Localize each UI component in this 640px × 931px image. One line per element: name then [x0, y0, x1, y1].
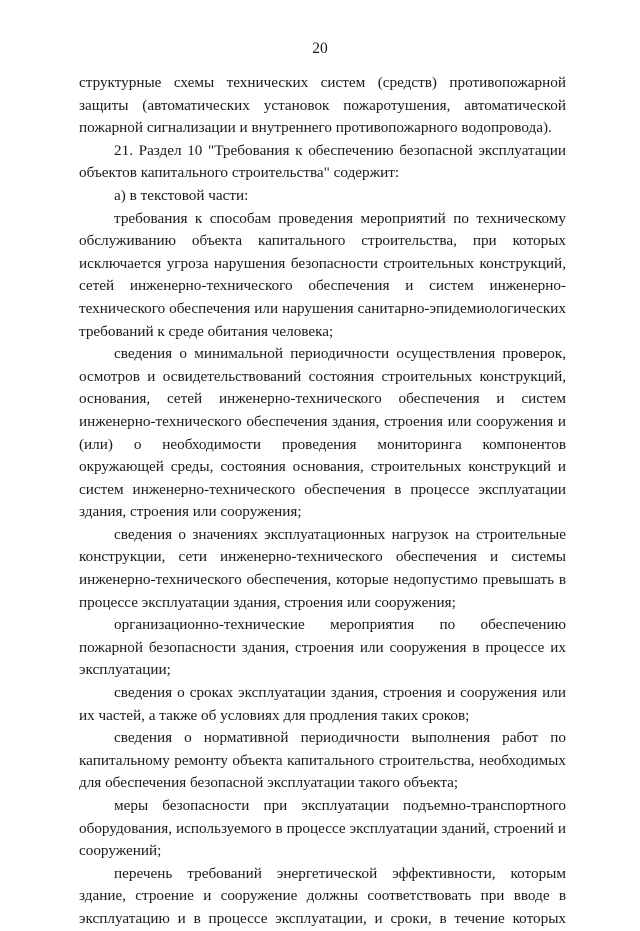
paragraph-fire-safety-measures: организационно-технические мероприятия по обеспечению пожарной безопасности здания, строения или сооружения в процессе их эксплуатации; — [79, 616, 566, 679]
paragraph-fire-protection-schemes: структурные схемы технических систем (средств) противопожарной защиты (автоматических установок пожаротушения, автоматической пожарной сигнализации и внутреннего противопожарного водопровода). — [79, 74, 566, 137]
paragraph-energy-efficiency: перечень требований энергетической эффективности, которым здание, строение и сооружение должны соответствовать при вводе в эксплуатацию и в процессе эксплуатации, и сроки, в течение которых — [79, 864, 566, 927]
paragraph-service-life: сведения о сроках эксплуатации здания, строения и сооружения или их частей, а также об условиях для продления таких сроков; — [79, 684, 566, 724]
paragraph-lifting-equipment-safety: меры безопасности при эксплуатации подъемно-транспортного оборудования, используемого в процессе эксплуатации зданий, строений и сооружений; — [79, 797, 566, 860]
paragraph-maintenance-requirements: требования к способам проведения мероприятий по техническому обслуживанию объекта капитального строительства, при которых исключается угроза нарушения безопасности строительных конструкций, сетей инженерно-технического обеспечения и систем инженерно-технического обеспечения или нарушения санитарно-эпидемиологических требований к среде обитания человека; — [79, 209, 566, 340]
paragraph-text-part-label: а) в текстовой части: — [114, 186, 249, 204]
paragraph-inspection-periodicity: сведения о минимальной периодичности осуществления проверок, осмотров и освидетельствований состояния строительных конструкций, основания, сетей инженерно-технического обеспечения и систем инженерно-технического обеспечения здания, строения или сооружения и (или) о необходимости проведения мониторинга компонентов окружающей среды, состояния основания, строительных конструкций и систем инженерно-технического обеспечения в процессе эксплуатации здания, строения или сооружения; — [79, 345, 566, 521]
document-body — [79, 72, 566, 931]
paragraph-operational-loads: сведения о значениях эксплуатационных нагрузок на строительные конструкции, сети инженерно-технического обеспечения и системы инженерно-технического обеспечения, которые недопустимо превышать в процессе эксплуатации здания, строения или сооружения; — [79, 525, 566, 611]
paragraph-section-10-heading: 21. Раздел 10 "Требования к обеспечению безопасной эксплуатации объектов капитального строительства" содержит: — [79, 141, 566, 182]
paragraph-capital-repair-periodicity: сведения о нормативной периодичности выполнения работ по капитальному ремонту объекта капитального строительства, необходимых для обеспечения безопасной эксплуатации такого объекта; — [79, 729, 566, 792]
page-number: 20 — [312, 40, 328, 57]
